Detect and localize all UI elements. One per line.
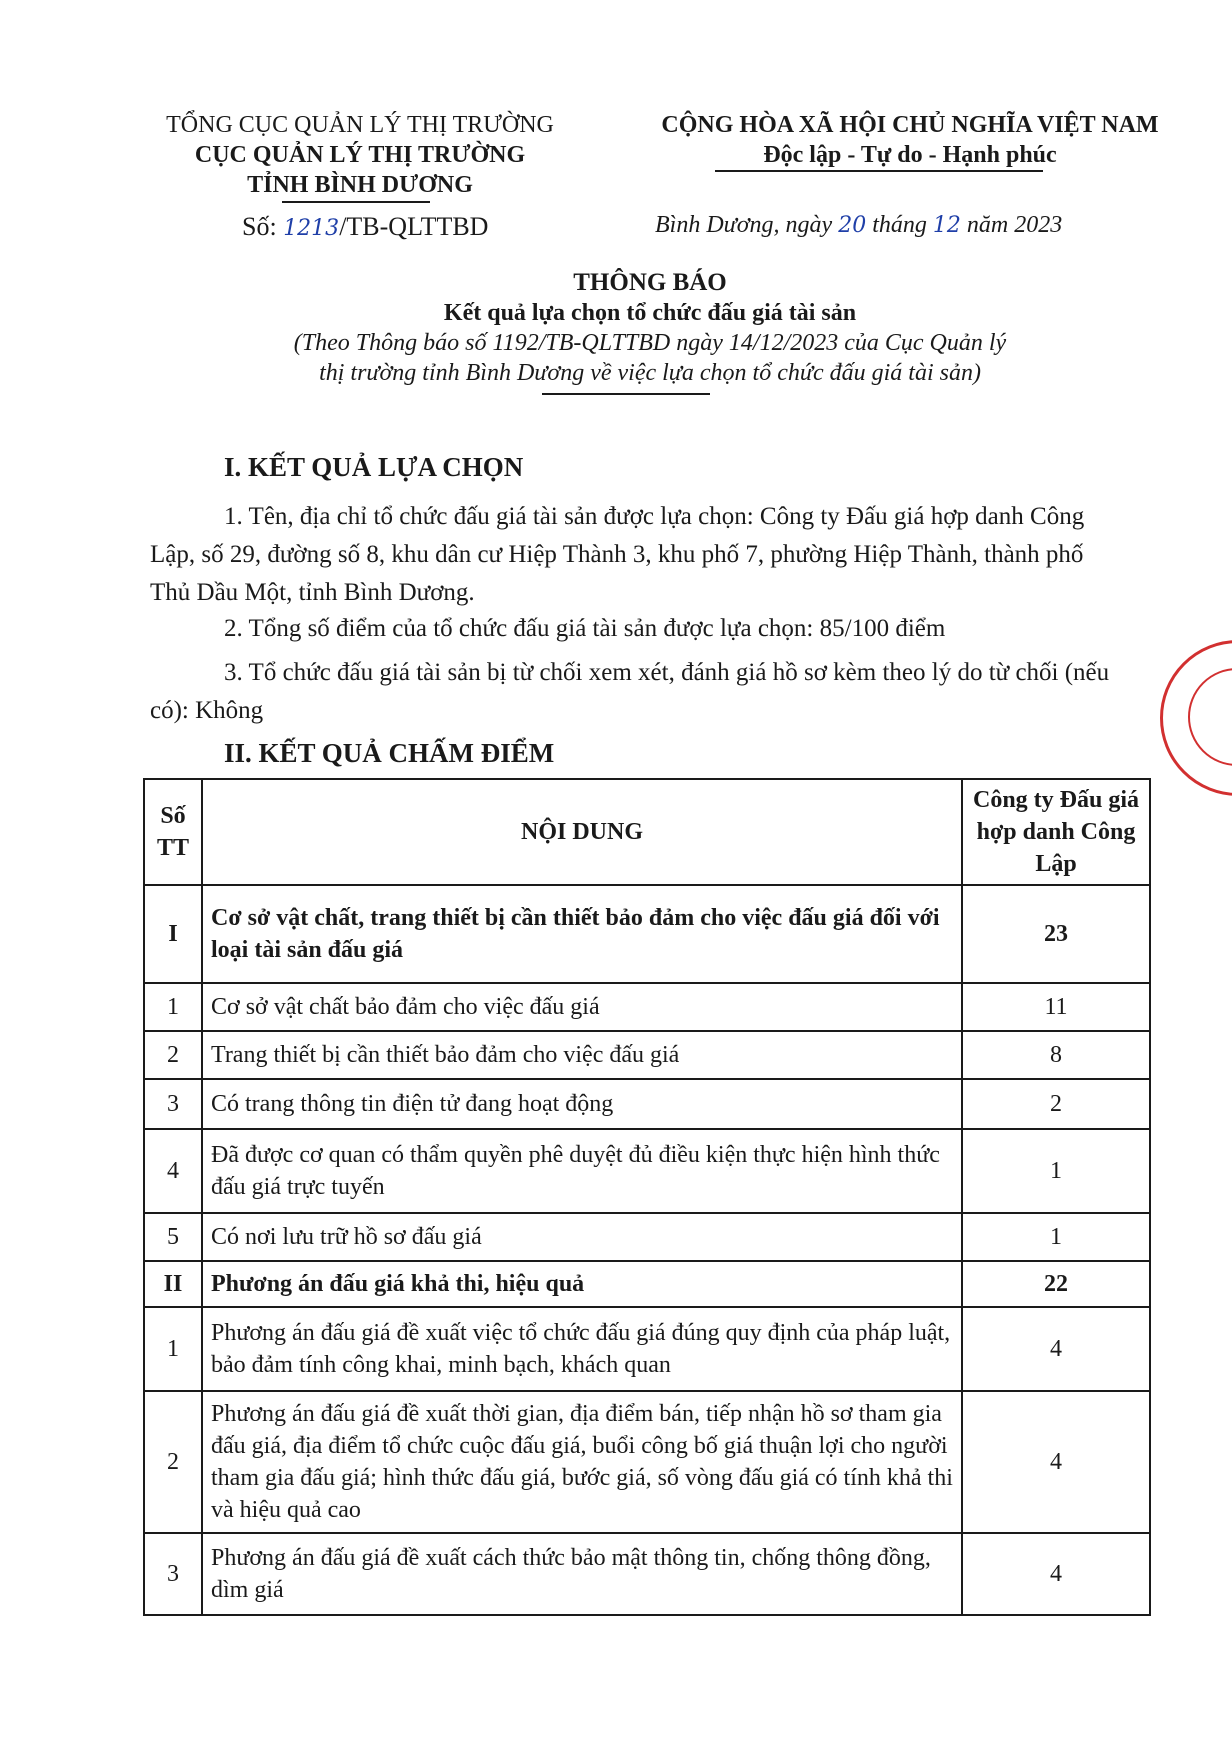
table-row: 3 Phương án đấu giá đề xuất cách thức bảo mật thông tin, chống thông đồng, dìm giá 4 [144,1533,1150,1615]
table-row: 5 Có nơi lưu trữ hồ sơ đấu giá 1 [144,1213,1150,1261]
national-header [600,110,1220,170]
agency-underline [282,201,430,203]
agency-province: TỈNH BÌNH DƯƠNG [247,172,473,198]
parent-agency: TỔNG CỤC QUẢN LÝ THỊ TRƯỜNG [166,112,554,138]
table-row: II Phương án đấu giá khả thi, hiệu quả 22 [144,1261,1150,1307]
national-motto: Độc lập - Tự do - Hạnh phúc [763,142,1057,168]
reference-note-line2: thị trường tỉnh Bình Dương về việc lựa chọn tổ chức đấu giá tài sản) [319,360,981,386]
section2-heading: II. KẾT QUẢ CHẤM ĐIỂM [224,738,555,768]
document-title-block [150,268,1150,388]
agency-name: CỤC QUẢN LÝ THỊ TRƯỜNG [194,142,526,168]
document-subtitle: Kết quả lựa chọn tổ chức đấu giá tài sản [443,300,857,326]
table-row: 1 Phương án đấu giá đề xuất việc tổ chức đấu giá đúng quy định của pháp luật, bảo đảm tính công khai, minh bạch, khách quan 4 [144,1307,1150,1391]
handwritten-month: 12 [932,213,961,238]
section1-item2: 2. Tổng số điểm của tổ chức đấu giá tài sản được lựa chọn: 85/100 điểm [224,615,946,642]
country-name: CỘNG HÒA XÃ HỘI CHỦ NGHĨA VIỆT NAM [661,112,1159,138]
col-header-content: NỘI DUNG [202,779,962,885]
table-row: 1 Cơ sở vật chất bảo đảm cho việc đấu giá 11 [144,983,1150,1031]
scoring-table [143,778,1151,1616]
title-underline [542,393,710,395]
section1-item1: 1. Tên, địa chỉ tổ chức đấu giá tài sản được lựa chọn: Công ty Đấu giá hợp danh Công Lập, số 29, đường số 8, khu dân cư Hiệp Thành 3, khu phố 7, phường Hiệp Thành, thành phố Thủ Dầu Một, tỉnh Bình Dương. [150,503,1085,606]
section1-heading: I. KẾT QUẢ LỰA CHỌN [224,452,524,482]
table-row: 2 Trang thiết bị cần thiết bảo đảm cho việc đấu giá 8 [144,1031,1150,1079]
section1-item3: 3. Tổ chức đấu giá tài sản bị từ chối xem xét, đánh giá hồ sơ kèm theo lý do từ chối (nếu có): Không [150,659,1110,724]
handwritten-day: 20 [838,213,867,238]
table-row: 2 Phương án đấu giá đề xuất thời gian, địa điểm bán, tiếp nhận hồ sơ tham gia đấu giá, địa điểm tổ chức cuộc đấu giá, buổi công bố giá thuận lợi cho người tham gia đấu giá; hình thức đấu giá, bước giá, số vòng đấu giá có tính khả thi và hiệu quả cao 4 [144,1391,1150,1533]
col-header-no: Số TT [144,779,202,885]
reference-note-line1: (Theo Thông báo số 1192/TB-QLTTBD ngày 14/12/2023 của Cục Quản lý [293,330,1007,356]
motto-underline [715,170,1043,172]
handwritten-number: 1213 [283,216,340,241]
table-row: 3 Có trang thông tin điện tử đang hoạt động 2 [144,1079,1150,1129]
document-title: THÔNG BÁO [573,269,727,296]
agency-header [150,110,570,200]
table-row: I Cơ sở vật chất, trang thiết bị cần thiết bảo đảm cho việc đấu giá đối với loại tài sản đấu giá 23 [144,885,1150,983]
document-date: Bình Dương, ngày 20 tháng 12 năm 2023 [655,212,1063,238]
col-header-score: Công ty Đấu giá hợp danh Công Lập [962,779,1150,885]
table-header-row [144,779,1150,885]
document-number: Số: 1213/TB-QLTTBD [242,212,489,241]
table-row: 4 Đã được cơ quan có thẩm quyền phê duyệt đủ điều kiện thực hiện hình thức đấu giá trực tuyến 1 [144,1129,1150,1213]
